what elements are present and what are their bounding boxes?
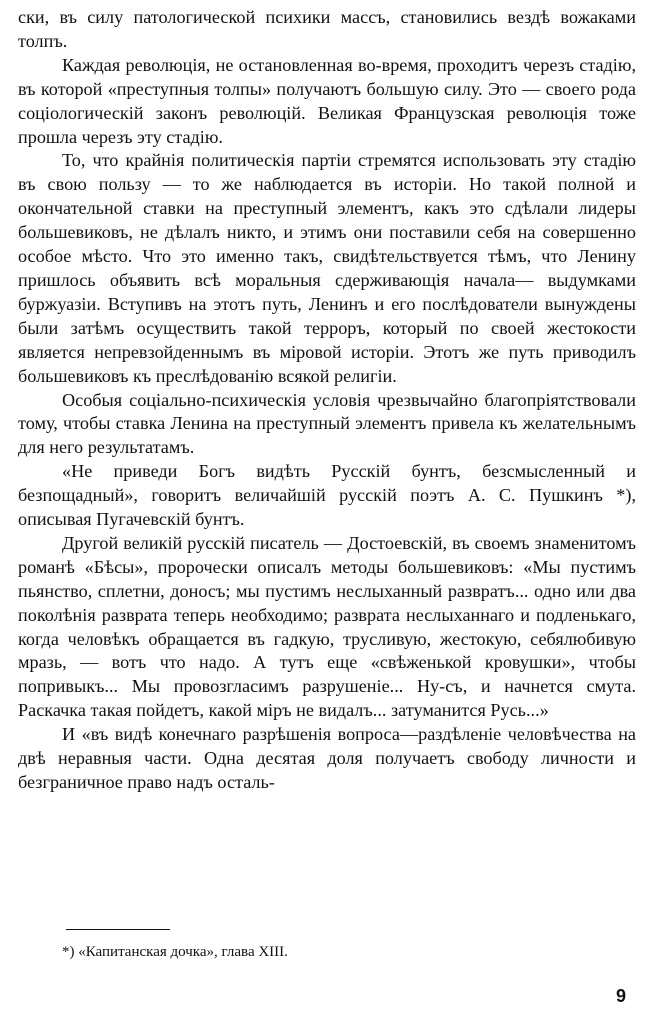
footnote: *) «Капитанская дочка», глава XIII.	[62, 944, 288, 960]
paragraph-1: ски, въ силу патологической психики массъ, становились вездѣ вожаками толпъ.	[18, 7, 636, 51]
paragraph-6: Другой великій русскій писатель — Достоевскій, въ своемъ знаменитомъ романѣ «Бѣсы», пророчески описалъ методы большевиковъ: «Мы пустимъ пьянство, сплетни, доносъ; мы пустимъ неслыханный развратъ... одно или два поколѣнія разврата теперь необходимо; разврата неслыханнаго и подленькаго, когда человѣкъ обращается въ гадкую, трусливую, жестокую, себялюбивую мразь, — вотъ что надо. А тутъ еще «свѣженькой кровушки», чтобы попривыкъ... Мы провозгласимъ разрушеніе... Ну-съ, и начнется смута. Раскачка такая пойдетъ, какой міръ не видалъ... затуманится Русь...»	[18, 532, 636, 721]
paragraph-7: И «въ видѣ конечнаго разрѣшенія вопроса—раздѣленіе человѣчества на двѣ неравныя части. Одна десятая доля получаетъ свободу личности и безграничное право надъ осталь-	[18, 724, 636, 792]
paragraph-4: Особыя соціально-психическія условія чрезвычайно благопріятствовали тому, чтобы ставка Ленина на преступный элементъ привела къ желательнымъ для него результатамъ.	[18, 389, 636, 458]
paragraph-3: То, что крайнія политическія партіи стремятся использовать эту стадію въ свою пользу — то же наблюдается въ исторіи. Но такой полной и окончательной ставки на преступный элементъ, какъ это сдѣлали лидеры большевиковъ, не дѣлалъ никто, и этимъ они поставили себя на совершенно особое мѣсто. Что это именно такъ, свидѣтельствуется тѣмъ, что Ленину пришлось объявить всѣ моральныя сдерживающія начала— выдумками буржуазіи. Вступивъ на этотъ путь, Ленинъ и его послѣдователи вынуждены были затѣмъ осуществить такой терроръ, который по своей жестокости является непревзойденнымъ въ міровой исторіи. Этотъ же путь приводилъ большевиковъ къ преслѣдованію всякой религіи.	[18, 150, 636, 386]
paragraph-5: «Не приведи Богъ видѣть Русскій бунтъ, безсмысленный и безпощадный», говоритъ величайшій русскій поэтъ А. С. Пушкинъ *), описывая Пугачевскій бунтъ.	[18, 461, 636, 530]
paragraph-2: Каждая революція, не остановленная во-время, проходитъ черезъ стадію, въ которой «преступныя толпы» получаютъ большую силу. Это — своего рода соціологическій законъ революцій. Великая Французская революція тоже прошла черезъ эту стадію.	[18, 54, 636, 147]
footnote-divider	[66, 929, 170, 930]
page-body	[18, 6, 636, 795]
page-number: 9	[615, 986, 626, 1006]
